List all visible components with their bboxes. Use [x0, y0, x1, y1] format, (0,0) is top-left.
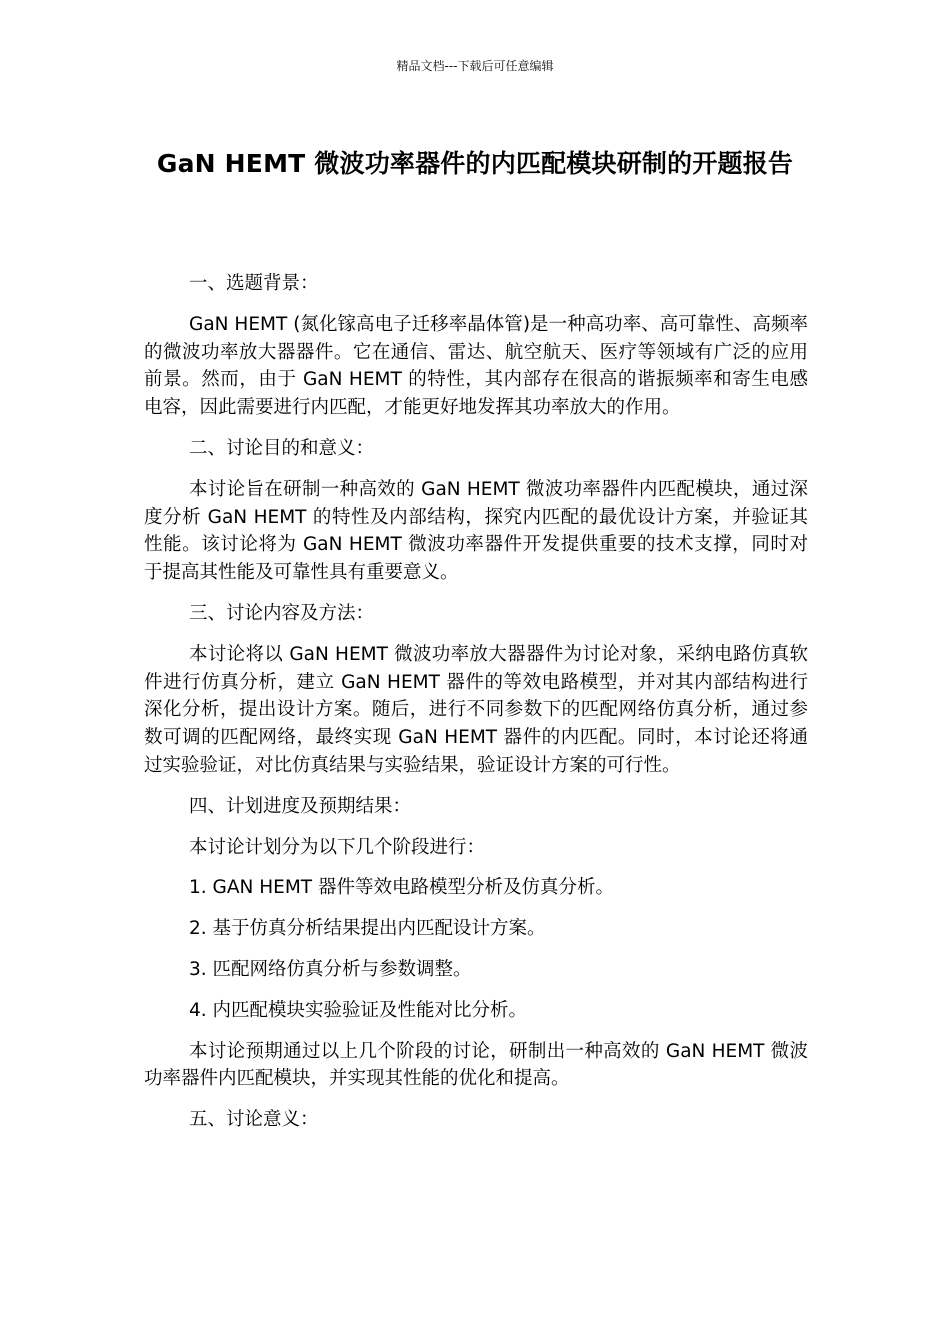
header-note: 精品文档---下载后可任意编辑 [396, 59, 554, 73]
section-heading-schedule: 四、计划进度及预期结果： [189, 795, 412, 817]
document-title: GaN HEMT 微波功率器件的内匹配模块研制的开题报告 [156, 149, 794, 178]
section-body-methods: 本讨论将以 GaN HEMT 微波功率放大器器件为讨论对象，采纳电路仿真软件进行仿真分析，建立 GaN HEMT 器件的等效电路模型，并对其内部结构进行深化分析，提出设计方案。随后，进行不同参数下的匹配网络仿真分析，通过参数可调的匹配网络，最终实现 GaN HEMT 器件的内匹配。同时，本讨论还将通过实验验证，对比仿真结果与实验结果，验证设计方案的可行性。 [144, 643, 808, 776]
section-heading-purpose: 二、讨论目的和意义： [189, 437, 375, 459]
schedule-intro: 本讨论计划分为以下几个阶段进行： [189, 836, 486, 858]
schedule-item: 1. GAN HEMT 器件等效电路模型分析及仿真分析。 [189, 877, 614, 899]
schedule-item: 2. 基于仿真分析结果提出内匹配设计方案。 [189, 918, 546, 940]
section-body-purpose: 本讨论旨在研制一种高效的 GaN HEMT 微波功率器件内匹配模块，通过深度分析 GaN HEMT 的特性及内部结构，探究内匹配的最优设计方案，并验证其性能。该讨论将为 GaN HEMT 微波功率器件开发提供重要的技术支撑，同时对于提高其性能及可靠性具有重要意义。 [144, 478, 808, 584]
section-heading-methods: 三、讨论内容及方法： [189, 602, 375, 624]
schedule-expected-results: 本讨论预期通过以上几个阶段的讨论，研制出一种高效的 GaN HEMT 微波功率器件内匹配模块，并实现其性能的优化和提高。 [144, 1040, 808, 1090]
schedule-item: 3. 匹配网络仿真分析与参数调整。 [189, 958, 472, 980]
section-heading-significance: 五、讨论意义： [189, 1109, 319, 1131]
schedule-item: 4. 内匹配模块实验验证及性能对比分析。 [189, 999, 528, 1021]
section-heading-background: 一、选题背景： [189, 273, 319, 294]
section-body-background: GaN HEMT (氮化镓高电子迁移率晶体管)是一种高功率、高可靠性、高频率的微波功率放大器器件。它在通信、雷达、航空航天、医疗等领域有广泛的应用前景。然而，由于 GaN HEMT 的特性，其内部存在很高的谐振频率和寄生电感电容，因此需要进行内匹配，才能更好地发挥其功率放大的作用。 [144, 313, 808, 419]
document-body [144, 270, 808, 1147]
